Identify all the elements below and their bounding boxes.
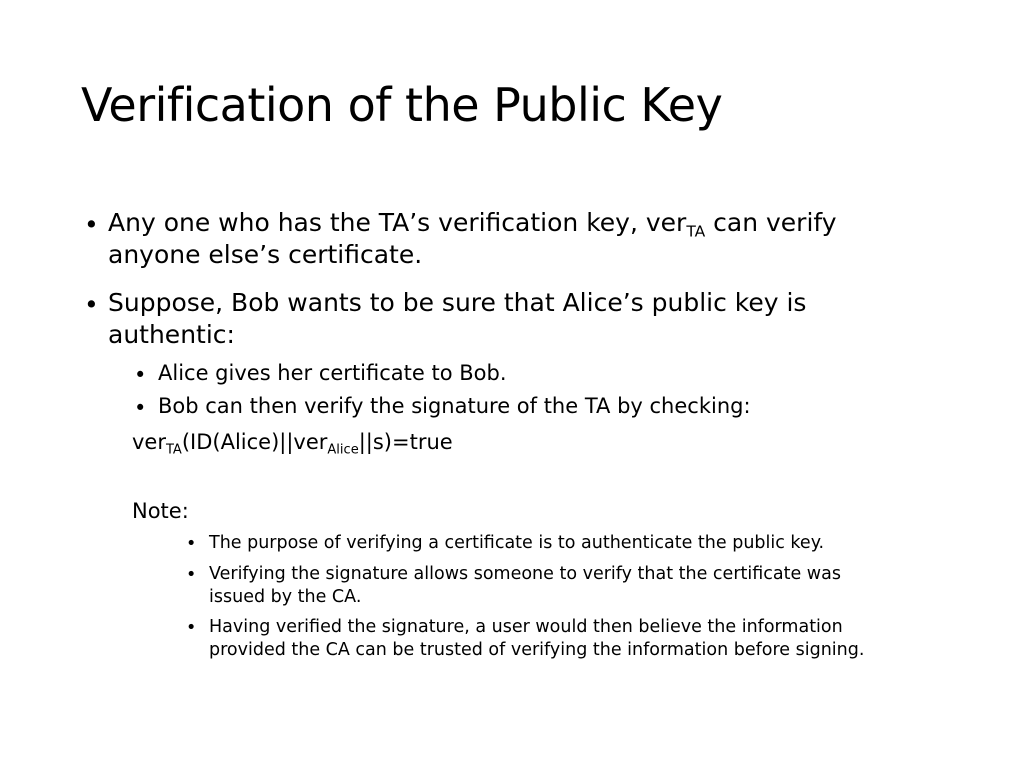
- note-bullet-marker: •: [186, 565, 197, 585]
- bullet-1-text: Any one who has the TA’s verification key, ver: [108, 208, 687, 237]
- subbullet-marker: •: [134, 363, 147, 387]
- bullet-1-line-2: anyone else’s certificate.: [108, 240, 423, 269]
- note-item-1: The purpose of verifying a certificate is to authenticate the public key.: [209, 533, 825, 553]
- slide-title: Verification of the Public Key: [81, 78, 723, 132]
- formula-part-3: ||s)=true: [358, 430, 453, 454]
- note-item-3-line-1: Having verified the signature, a user would then believe the information: [209, 617, 843, 637]
- subbullet-1: Alice gives her certificate to Bob.: [158, 361, 507, 385]
- note-item-2-line-2: issued by the CA.: [209, 587, 362, 607]
- note-label: Note:: [132, 499, 189, 523]
- formula-part-1: ver: [132, 430, 166, 454]
- note-item-2-line-1: Verifying the signature allows someone to verify that the certificate was: [209, 564, 841, 584]
- formula-subscript-2: Alice: [327, 442, 359, 458]
- note-bullet-marker: •: [186, 534, 197, 554]
- formula-part-2: (ID(Alice)||ver: [181, 430, 328, 454]
- bullet-1-line-1: [108, 208, 837, 241]
- bullet-1-subscript: TA: [686, 222, 706, 241]
- note-bullet-marker: •: [186, 618, 197, 638]
- note-item-3-line-2: provided the CA can be trusted of verifying the information before signing.: [209, 640, 865, 660]
- subbullet-marker: •: [134, 396, 147, 420]
- subbullet-2: Bob can then verify the signature of the TA by checking:: [158, 394, 751, 418]
- bullet-1-text-end: can verify: [705, 208, 837, 237]
- verification-formula: [132, 430, 453, 458]
- bullet-2-line-2: authentic:: [108, 320, 235, 349]
- formula-subscript-1: TA: [165, 442, 182, 458]
- bullet-2-line-1: Suppose, Bob wants to be sure that Alice’s public key is: [108, 288, 807, 317]
- bullet-marker: •: [84, 290, 99, 319]
- bullet-marker: •: [84, 210, 99, 239]
